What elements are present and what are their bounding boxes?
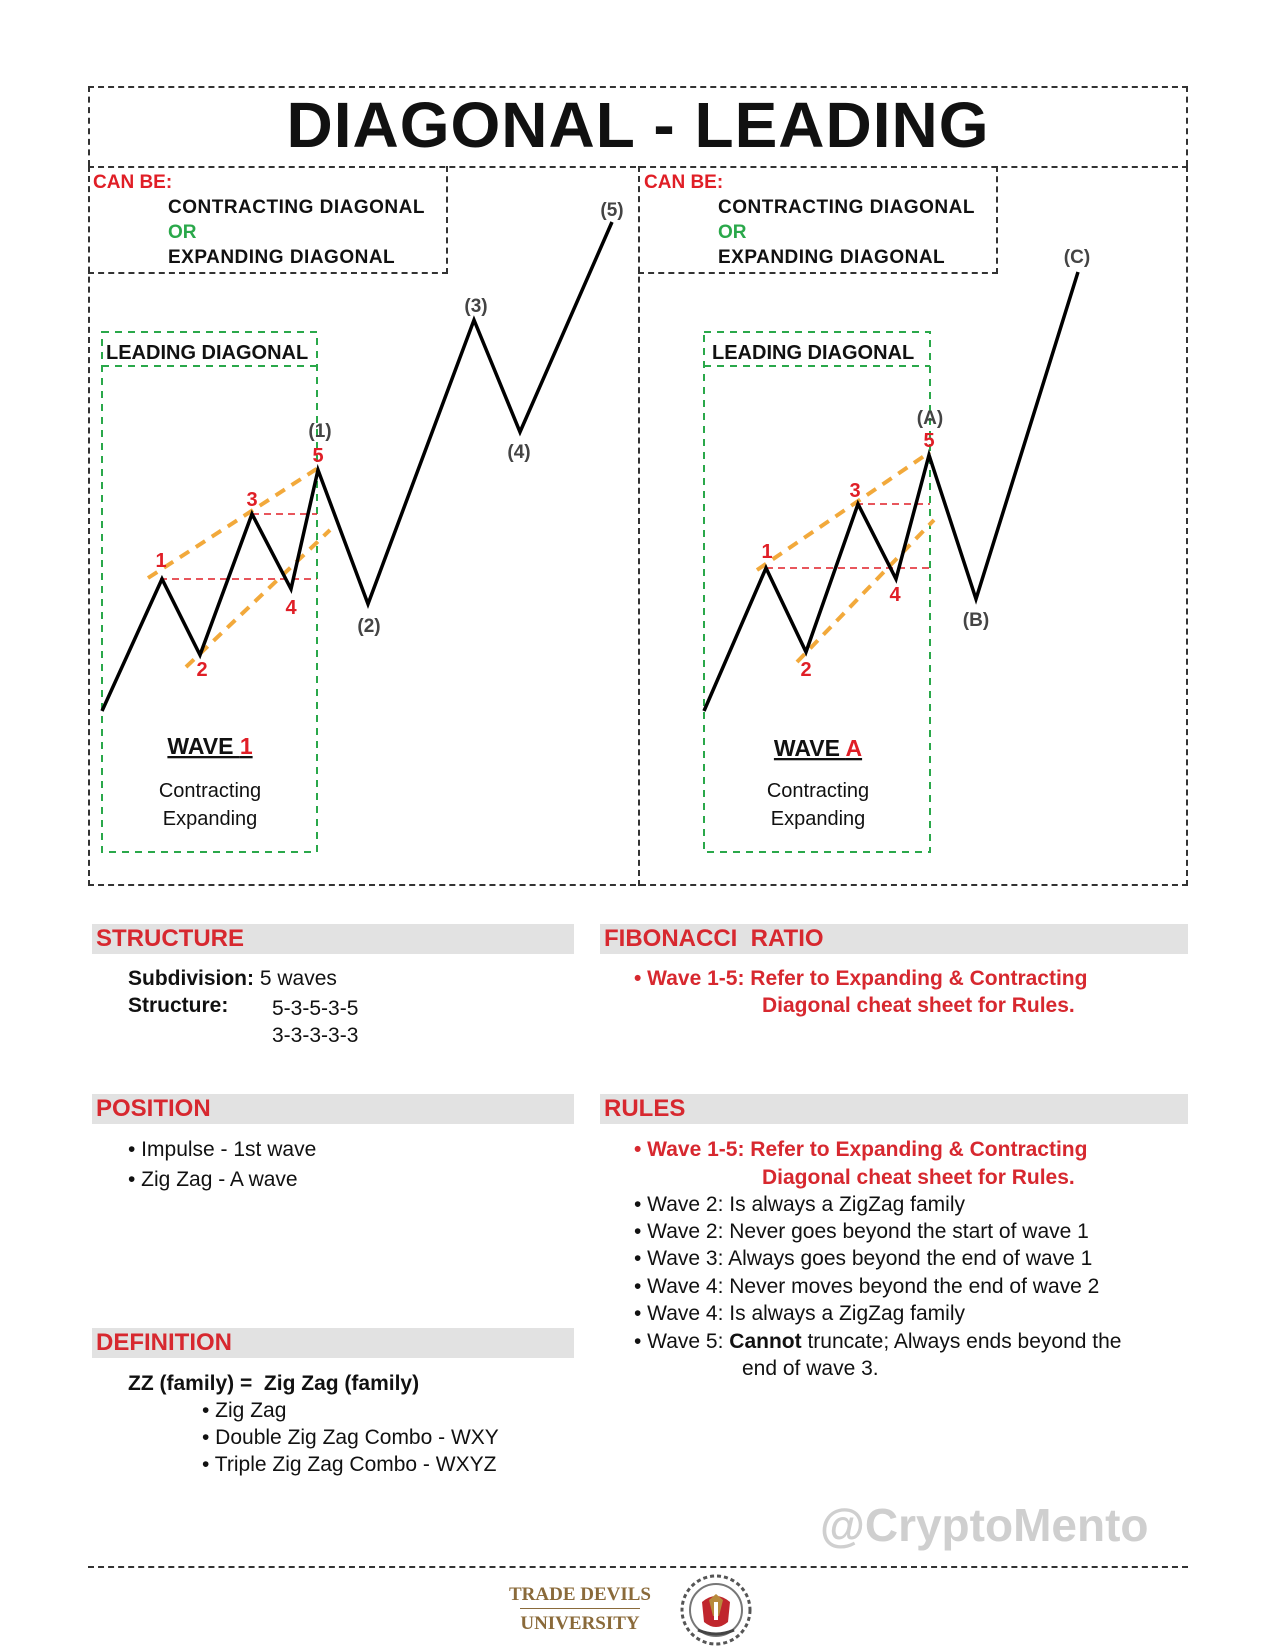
- outer-label-5-left: (5): [600, 200, 624, 221]
- fibonacci-line-1: • Wave 1-5: Refer to Expanding & Contracting: [634, 967, 1088, 990]
- outer-label-c-right: (C): [1063, 247, 1091, 268]
- structure-label: Structure:: [128, 994, 229, 1017]
- subtype-expanding-left: Expanding: [162, 808, 258, 830]
- option-contracting-left: CONTRACTING DIAGONAL: [168, 197, 425, 218]
- subtype-contracting-left: Contracting: [158, 780, 262, 802]
- or-label-right: OR: [718, 222, 747, 243]
- inner-label-5-right: 5: [923, 430, 935, 452]
- right-panel-diagram: [704, 247, 1090, 852]
- inner-label-5-left: 5: [312, 445, 324, 467]
- definition-item-3: • Triple Zig Zag Combo - WXYZ: [202, 1453, 497, 1476]
- can-be-label-right: CAN BE:: [644, 172, 724, 193]
- definition-section-bar: [92, 1328, 574, 1358]
- fibonacci-line-2: Diagonal cheat sheet for Rules.: [762, 994, 1075, 1017]
- inner-label-2-right: 2: [800, 659, 812, 681]
- can-be-label-left: CAN BE:: [93, 172, 173, 193]
- university-crest-icon: [678, 1572, 754, 1648]
- structure-value-1: 5-3-5-3-5: [272, 997, 359, 1020]
- inner-label-1-right: 1: [761, 541, 773, 563]
- wave-label-left: WAVE 1: [167, 733, 253, 759]
- university-name-line-1: TRADE DEVILS: [508, 1584, 651, 1605]
- wave-label-right: WAVE A: [773, 735, 863, 761]
- position-title: POSITION: [96, 1095, 211, 1122]
- fibonacci-title: FIBONACCI RATIO: [604, 925, 824, 952]
- inner-label-2-left: 2: [196, 659, 208, 681]
- price-path-right: [704, 272, 1078, 711]
- outer-label-b-right: (B): [962, 610, 990, 631]
- outer-label-3-left: (3): [464, 296, 488, 317]
- rule-item-3: • Wave 3: Always goes beyond the end of wave 1: [634, 1247, 1093, 1270]
- left-panel-diagram: [102, 200, 624, 852]
- rule-item-2: • Wave 2: Never goes beyond the start of wave 1: [634, 1220, 1089, 1243]
- outer-label-a-right: (A): [916, 408, 944, 429]
- leading-diagonal-label-left: LEADING DIAGONAL: [106, 342, 309, 364]
- fibonacci-section-bar: [600, 924, 1188, 954]
- or-label-left: OR: [168, 222, 197, 243]
- definition-item-1: • Zig Zag: [202, 1399, 287, 1422]
- option-expanding-right: EXPANDING DIAGONAL: [718, 247, 946, 268]
- subdivision-row: [128, 965, 337, 992]
- inner-label-4-left: 4: [285, 597, 297, 619]
- definition-title: DEFINITION: [96, 1329, 232, 1356]
- rules-highlight-2: Diagonal cheat sheet for Rules.: [762, 1166, 1075, 1189]
- position-item-1: • Impulse - 1st wave: [128, 1138, 317, 1161]
- rule-item-4: • Wave 4: Never moves beyond the end of wave 2: [634, 1275, 1100, 1298]
- lower-trendline-left: [186, 530, 330, 667]
- subdivision-label: Subdivision:: [128, 967, 254, 990]
- structure-title: STRUCTURE: [96, 925, 244, 952]
- university-name-line-2: UNIVERSITY: [520, 1608, 639, 1637]
- outer-label-1-left: (1): [308, 421, 332, 442]
- inner-label-3-right: 3: [849, 480, 861, 502]
- definition-heading: ZZ (family) = Zig Zag (family): [128, 1372, 420, 1395]
- outer-label-4-left: (4): [507, 442, 531, 463]
- rule-item-5: • Wave 4: Is always a ZigZag family: [634, 1302, 966, 1325]
- page-title: DIAGONAL - LEADING: [286, 89, 990, 161]
- rules-highlight-1: • Wave 1-5: Refer to Expanding & Contracting: [634, 1138, 1088, 1161]
- university-name: [505, 1582, 655, 1637]
- footer-divider: [88, 1566, 1188, 1568]
- position-section-bar: [92, 1094, 574, 1124]
- definition-item-2: • Double Zig Zag Combo - WXY: [202, 1426, 499, 1449]
- option-contracting-right: CONTRACTING DIAGONAL: [718, 197, 975, 218]
- watermark: @CryptoMento: [820, 1499, 1149, 1551]
- structure-section-bar: [92, 924, 574, 954]
- price-path-left: [102, 222, 612, 711]
- rules-title: RULES: [604, 1095, 686, 1122]
- subtype-contracting-right: Contracting: [766, 780, 870, 802]
- rule-item-6: • Wave 5: Cannot truncate; Always ends beyond the: [634, 1330, 1122, 1353]
- leading-diagonal-label-right: LEADING DIAGONAL: [712, 342, 915, 364]
- subdivision-value: 5 waves: [259, 967, 337, 990]
- subtype-expanding-right: Expanding: [770, 808, 866, 830]
- lower-trendline-right: [797, 520, 934, 662]
- option-expanding-left: EXPANDING DIAGONAL: [168, 247, 396, 268]
- inner-label-1-left: 1: [155, 550, 167, 572]
- inner-label-3-left: 3: [246, 489, 258, 511]
- inner-label-4-right: 4: [889, 584, 901, 606]
- rule-item-6-cont: end of wave 3.: [742, 1357, 879, 1380]
- rule-item-1: • Wave 2: Is always a ZigZag family: [634, 1193, 966, 1216]
- structure-value-2: 3-3-3-3-3: [272, 1024, 359, 1047]
- rules-section-bar: [600, 1094, 1188, 1124]
- outer-label-2-left: (2): [357, 616, 381, 637]
- leading-diagonal-box-left: [102, 332, 317, 852]
- position-item-2: • Zig Zag - A wave: [128, 1168, 298, 1191]
